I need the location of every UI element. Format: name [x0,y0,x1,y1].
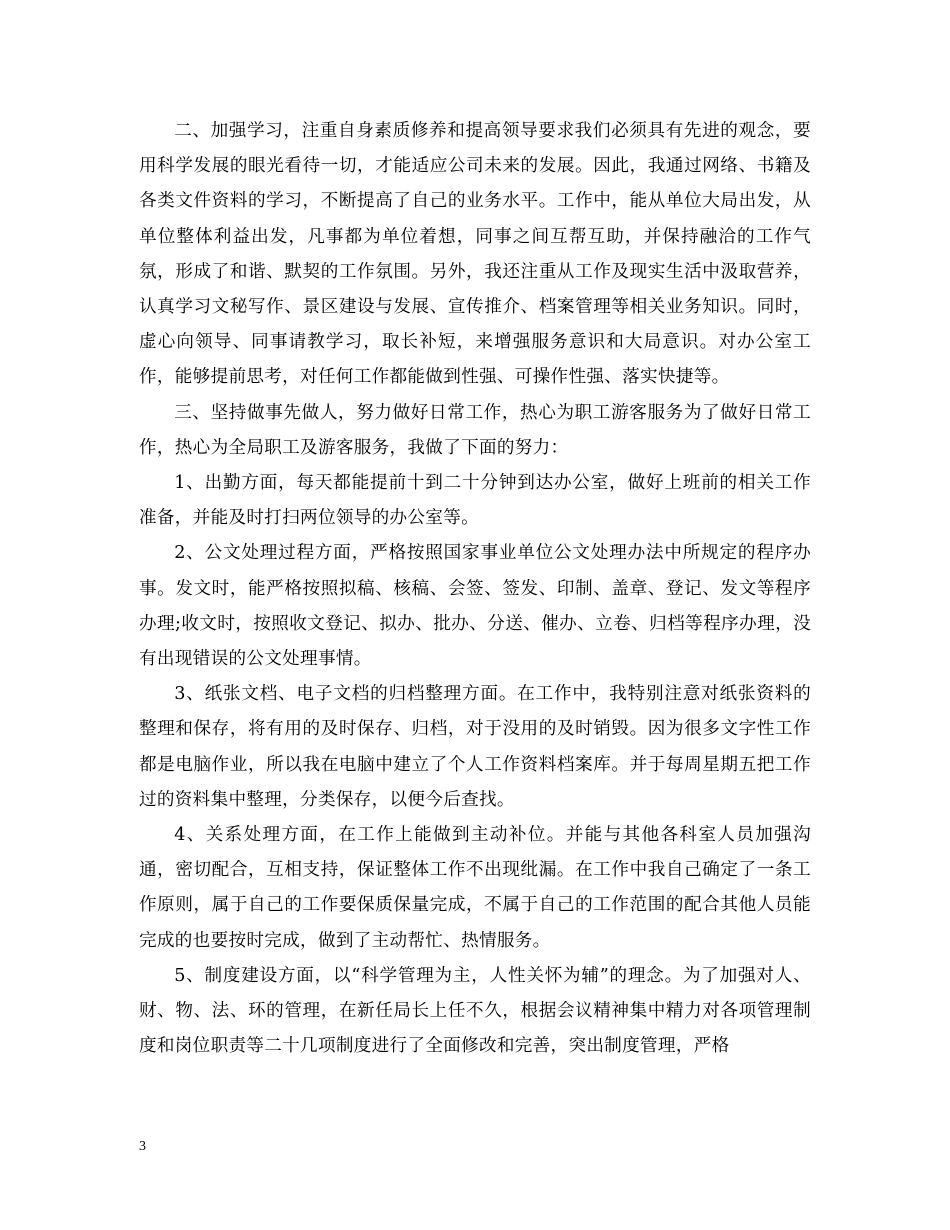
paragraph-archiving: 3、纸张文档、电子文档的归档整理方面。在工作中，我特别注意对纸张资料的整理和保存，将有用的及时保存、归档，对于没用的及时销毁。因为很多文字性工作都是电脑作业，所以我在电脑中建立了个人工作资料档案库。并于每周星期五把工作过的资料集中整理，分类保存，以便今后查找。 [139,684,811,810]
page-number: 3 [139,1139,146,1154]
paragraph-learning: 二、加强学习，注重自身素质修养和提高领导要求我们必须具有先进的观念，要用科学发展的眼光看待一切，才能适应公司未来的发展。因此，我通过网络、书籍及各类文件资料的学习，不断提高了自己的业务水平。工作中，能从单位大局出发，从单位整体利益出发，凡事都为单位着想，同事之间互帮互助，并保持融洽的工作气氛，形成了和谐、默契的工作氛围。另外，我还注重从工作及现实生活中汲取营养，认真学习文秘写作、景区建设与发展、宣传推介、档案管理等相关业务知识。同时，虚心向领导、同事请教学习，取长补短，来增强服务意识和大局意识。对办公室工作，能够提前思考，对任何工作都能做到性强、可操作性强、落实快捷等。 [139,121,811,388]
document-body [139,114,811,1064]
paragraph-daily-work: 三、坚持做事先做人，努力做好日常工作，热心为职工游客服务为了做好日常工作，热心为全局职工及游客服务，我做了下面的努力： [139,402,811,458]
paragraph-attendance: 1、出勤方面，每天都能提前十到二十分钟到达办公室，做好上班前的相关工作准备，并能及时打扫两位领导的办公室等。 [139,473,811,529]
paragraph-relations: 4、关系处理方面，在工作上能做到主动补位。并能与其他各科室人员加强沟通，密切配合，互相支持，保证整体工作不出现纰漏。在工作中我自己确定了一条工作原则，属于自己的工作要保质保量完成，不属于自己的工作范围的配合其他人员能完成的也要按时完成，做到了主动帮忙、热情服务。 [139,825,811,951]
paragraph-document-handling: 2、公文处理过程方面，严格按照国家事业单位公文处理办法中所规定的程序办事。发文时，能严格按照拟稿、核稿、会签、签发、印制、盖章、登记、发文等程序办理;收文时，按照收文登记、拟办、批办、分送、催办、立卷、归档等程序办理，没有出现错误的公文处理事情。 [139,543,811,670]
paragraph-system-building: 5、制度建设方面，以“科学管理为主，人性关怀为辅”的理念。为了加强对人、财、物、法、环的管理，在新任局长上任不久，根据会议精神集中精力对各项管理制度和岗位职责等二十几项制度进行了全面修改和完善，突出制度管理，严格 [139,965,811,1057]
